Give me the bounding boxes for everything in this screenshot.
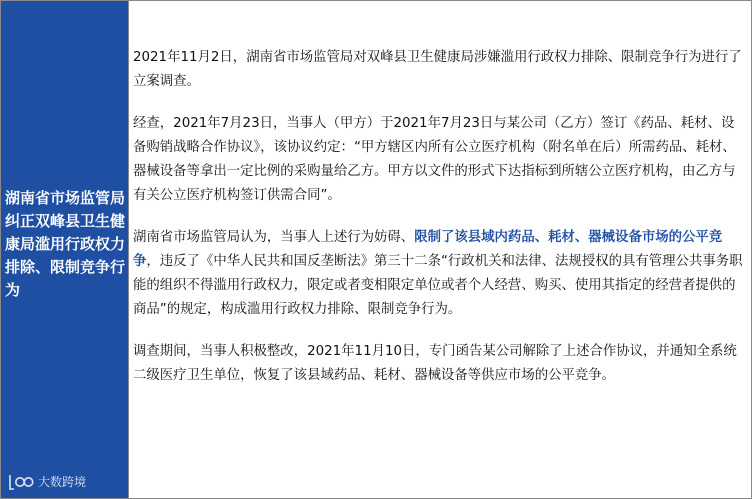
- paragraph-1: 2021年11月2日，湖南省市场监管局对双峰县卫生健康局涉嫌滥用行政权力排除、限制竞争行为进行了立案调查。: [133, 50, 742, 89]
- paragraph-3-text-end: ，违反了《中华人民共和国反垄断法》第三十二条“行政机关和法律、法规授权的具有管理公共事务职能的组织不得滥用行政权力，限定或者变相限定单位或者个人经营、购买、使用其指定的经营者提供的商品”的规定，构成滥用行政权力排除、限制竞争行为。: [133, 254, 743, 317]
- main-content: [133, 46, 743, 406]
- watermark: [8, 473, 86, 491]
- paragraph-2: 经查，2021年7月23日，当事人（甲方）于2021年7月23日与某公司（乙方）签订《药品、耗材、设备购销战略合作协议》，该协议约定：“甲方辖区内所有公立医疗机构（附名单在后）所需药品、耗材、器械设备等拿出一定比例的采购量给乙方。甲方以文件的形式下达指标到所辖公立医疗机构，由乙方与有关公立医疗机构签订供需合同”。: [133, 116, 736, 203]
- column-divider: [128, 1, 129, 498]
- paragraph-3: [133, 226, 743, 322]
- sidebar-title: 湖南省市场监管局纠正双峰县卫生健康局滥用行政权力排除、限制竞争行为: [5, 189, 126, 299]
- watermark-text: 大数跨境: [38, 475, 87, 489]
- paragraph-3-text-start: 湖南省市场监管局认为，当事人上述行为妨碍、: [133, 230, 415, 245]
- paragraph-4: 调查期间，当事人积极整改，2021年11月10日，专门函告某公司解除了上述合作协议，并通知全系统二级医疗卫生单位，恢复了该县域药品、耗材、器械设备等供应市场的公平竞争。: [133, 344, 737, 383]
- logo-icon: [8, 473, 34, 491]
- sidebar: [1, 1, 128, 498]
- highlighted-phrase: 限制了该县域内药品、耗材、器械设备市场的公平竞争: [133, 230, 723, 269]
